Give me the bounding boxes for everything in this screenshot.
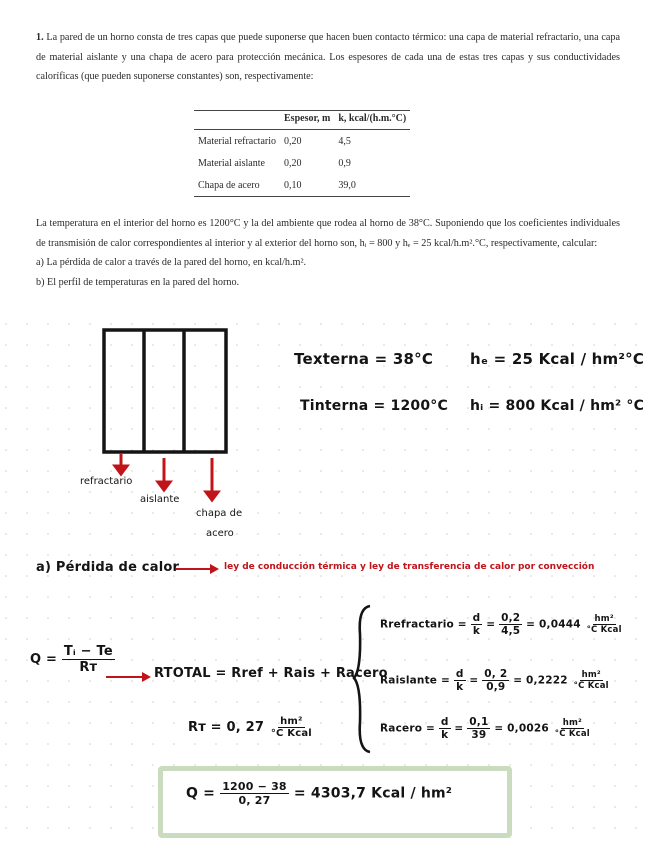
table-cell-conductivity: 0,9 <box>338 157 351 169</box>
table-row <box>194 152 410 174</box>
units-denominator: °C Kcal <box>270 728 312 739</box>
problem-number: 1. <box>36 32 44 43</box>
r-aislante-label: Raislante = <box>380 674 450 687</box>
fraction-numerator: 0,2 <box>501 612 521 624</box>
part-a-method-note: ley de conducción térmica y ley de transferencia de calor por convección <box>224 562 595 572</box>
r-refractario-fraction <box>499 612 522 637</box>
k-symbol: k <box>456 681 464 693</box>
units-denominator: °C Kcal <box>586 625 622 635</box>
brace-icon <box>352 604 374 754</box>
wall-outline <box>104 330 226 452</box>
r-total-equation: RTOTAL = Rref + Rais + Racero <box>154 666 388 681</box>
units <box>572 670 611 691</box>
fraction-numerator: 0, 2 <box>484 668 508 680</box>
table-cell-conductivity: 39,0 <box>334 174 410 197</box>
units-numerator: hm² <box>594 614 614 624</box>
table-header-conductivity: k, kcal/(h.m.°C) <box>334 111 410 130</box>
table-row <box>194 174 410 197</box>
problem-statement <box>36 28 620 87</box>
table-cell-thickness: 0,20 <box>284 157 302 169</box>
r-aislante-row: Raislante = $\frac{d}{k}$ = $\frac{0, 2}{0,9}$ = 0,2222 $\frac{\text{hm²}}{\text{°C Kcal}}$ <box>380 668 609 693</box>
r-acero-label: Racero = <box>380 722 435 735</box>
note-h-external: hₑ = 25 Kcal / hm²°C <box>470 350 645 368</box>
fraction-denominator: 0,9 <box>486 681 506 693</box>
units-denominator: °C Kcal <box>554 729 590 739</box>
table-cell-conductivity: 4,5 <box>338 135 351 147</box>
r-refractario-label: Rrefractario = <box>380 618 467 631</box>
problem-intro-text: La pared de un horno consta de tres capas que puede suponerse que hacen buen contacto térmico: una capa de material refractario, una capa de material aislante y una chapa de acero para protección mecánica. Los espesores de cada una de estas tres capas y sus conductividades caloríficas (que pueden suponerse constantes) son, respectivamente: <box>36 32 621 82</box>
r-acero-row: Racero = $\frac{d}{k}$ = $\frac{0,1}{39}$ = 0,0026 $\frac{\text{hm²}}{\text{°C Kcal}}$ <box>380 716 590 741</box>
units-numerator: hm² <box>280 716 303 727</box>
result-lhs: Q = <box>186 785 216 802</box>
d-symbol: d <box>440 716 449 728</box>
q-lhs: Q = <box>30 652 58 667</box>
arrow-head <box>158 482 170 490</box>
table-cell-layer: Chapa de acero <box>194 174 280 197</box>
q-denominator: Rᴛ <box>79 660 98 675</box>
table-header-thickness: Espesor, m <box>280 111 334 130</box>
result-denominator: 0, 27 <box>238 794 271 807</box>
units <box>585 614 624 635</box>
fraction-denominator: 4,5 <box>501 625 521 637</box>
units-numerator: hm² <box>581 670 601 680</box>
r-t-value: Rᴛ = 0, 27 <box>188 720 265 735</box>
r-aislante-value: = 0,2222 <box>513 674 568 687</box>
part-a-label: a) Pérdida de calor <box>36 560 180 575</box>
arrow-right-icon <box>176 562 220 576</box>
d-over-k <box>471 612 483 637</box>
units-denominator: °C Kcal <box>573 681 609 691</box>
q-formula <box>30 644 115 675</box>
r-t-units <box>269 716 314 739</box>
result-equation <box>186 780 452 807</box>
result-numerator: 1200 − 38 <box>222 780 287 793</box>
layer-properties-table <box>194 110 410 197</box>
label-refractario: refractario <box>80 476 133 487</box>
d-symbol: d <box>455 668 464 680</box>
units <box>553 718 592 739</box>
r-refractario-value: = 0,0444 <box>526 618 581 631</box>
label-chapa-de: chapa de <box>196 508 243 519</box>
arrow-right-icon <box>106 670 152 684</box>
d-over-k <box>454 668 466 693</box>
table-row <box>194 130 410 153</box>
r-t-result <box>188 716 314 739</box>
table-cell-layer: Material aislante <box>198 157 265 169</box>
units-numerator: hm² <box>562 718 582 728</box>
r-acero-value: = 0,0026 <box>494 722 549 735</box>
r-acero-fraction <box>467 716 490 741</box>
fraction-numerator: 0,1 <box>469 716 489 728</box>
result-fraction <box>220 780 289 807</box>
d-over-k <box>439 716 451 741</box>
note-h-internal: hᵢ = 800 Kcal / hm² °C <box>470 398 645 414</box>
arrow-head <box>115 466 127 474</box>
d-symbol: d <box>472 612 481 624</box>
conditions-text: La temperatura en el interior del horno es 1200°C y la del ambiente que rodea al horno de 38°C. Suponiendo que los coeficientes individuales de transmisión de calor correspondientes al interior y al exterior del horno son, hᵢ = 800 y hₑ = 25 kcal/h.m².°C, respectivamente, calcular: <box>36 218 620 249</box>
fraction-denominator: 39 <box>471 729 487 741</box>
label-acero: acero <box>206 528 234 539</box>
k-symbol: k <box>441 729 449 741</box>
note-t-internal: Tinterna = 1200°C <box>300 398 448 414</box>
problem-conditions <box>36 214 620 292</box>
question-b: b) El perfil de temperaturas en la pared del horno. <box>36 276 240 288</box>
k-symbol: k <box>472 625 481 637</box>
q-numerator: Tᵢ − Te <box>63 644 113 659</box>
table-cell-thickness: 0,20 <box>284 135 302 147</box>
label-aislante: aislante <box>140 494 180 505</box>
question-a: a) La pérdida de calor a través de la pared del horno, en kcal/h.m². <box>36 257 307 268</box>
table-cell-thickness: 0,10 <box>280 174 334 197</box>
r-aislante-fraction <box>482 668 509 693</box>
arrow-head <box>206 492 218 500</box>
r-refractario-row: Rrefractario = $\frac{d}{k}$ = $\frac{0,2}{4,5}$ = 0,0444 $\frac{\text{hm²}}{\text{°C Kcal}}$ <box>380 612 622 637</box>
note-t-external: Texterna = 38°C <box>294 350 434 368</box>
result-value: = 4303,7 Kcal / hm² <box>293 785 453 802</box>
table-cell-layer: Material refractario <box>198 135 277 147</box>
table-header-layer <box>194 111 280 130</box>
